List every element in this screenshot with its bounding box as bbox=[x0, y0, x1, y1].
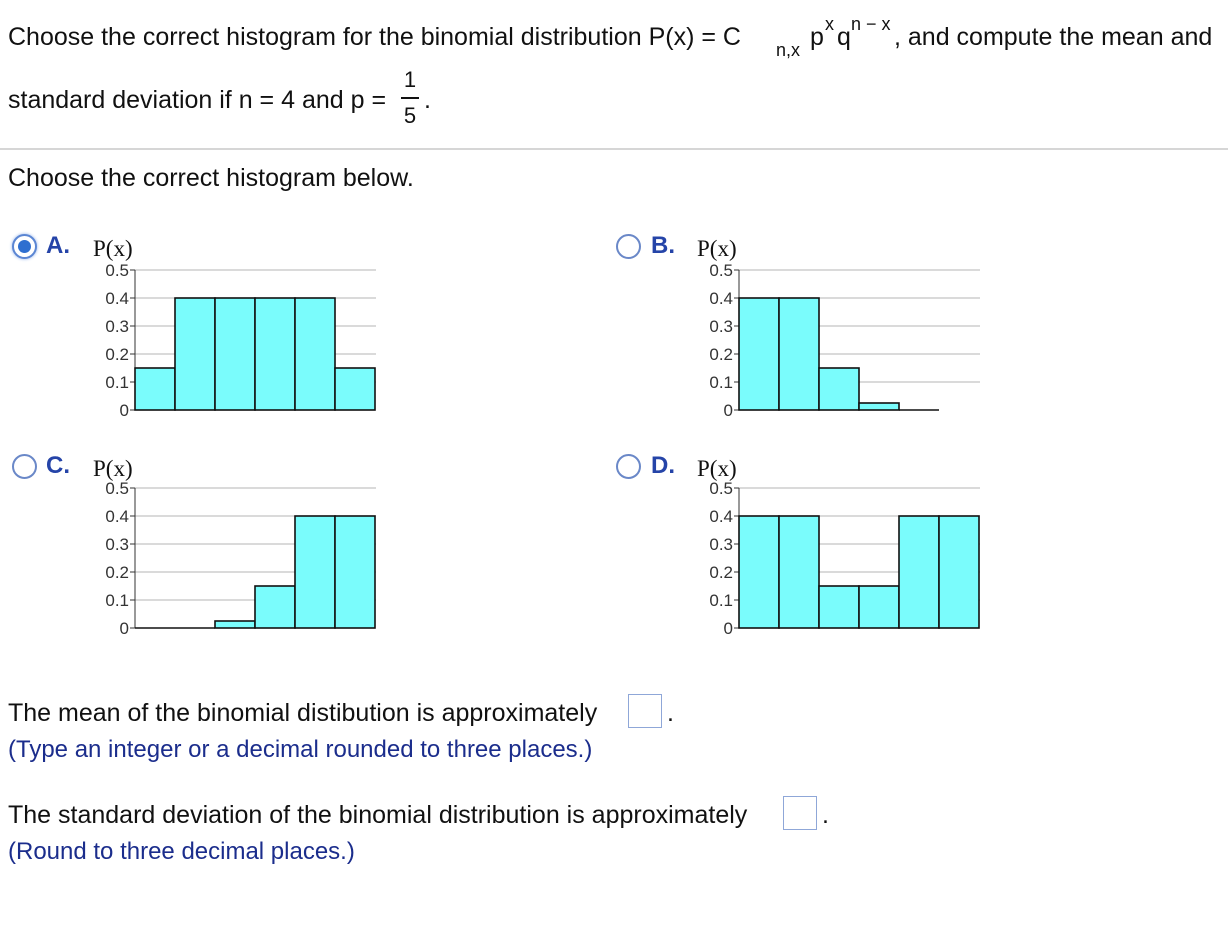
sd-period: . bbox=[822, 801, 829, 829]
histogram-bar bbox=[819, 368, 859, 410]
histogram-bar bbox=[335, 516, 375, 628]
subscript-nx: n,x bbox=[776, 40, 801, 60]
section-divider bbox=[0, 148, 1228, 150]
tick-label: 0.1 bbox=[709, 591, 733, 610]
tick-label: 0.5 bbox=[709, 261, 733, 280]
histogram-bar bbox=[819, 586, 859, 628]
p-symbol: p bbox=[810, 23, 824, 51]
option-d-radio[interactable] bbox=[616, 454, 641, 479]
tick-label: 0 bbox=[723, 619, 733, 636]
tick-label: 0.1 bbox=[105, 373, 129, 392]
q-symbol: q bbox=[837, 23, 851, 51]
tick-label: 0 bbox=[119, 401, 129, 418]
tick-label: 0.4 bbox=[105, 289, 129, 308]
sd-input[interactable] bbox=[783, 796, 817, 830]
tick-label: 0.1 bbox=[105, 591, 129, 610]
histogram-bar bbox=[739, 298, 779, 410]
tick-label: 0.3 bbox=[105, 317, 129, 336]
tick-label: 0.4 bbox=[105, 507, 129, 526]
mean-input[interactable] bbox=[628, 694, 662, 728]
histogram-d bbox=[664, 476, 984, 636]
superscript-x: x bbox=[825, 14, 834, 34]
question-intro: Choose the correct histogram for the binomial distribution P(x) = C bbox=[8, 23, 741, 51]
tick-label: 0.3 bbox=[709, 535, 733, 554]
tick-label: 0.5 bbox=[709, 479, 733, 498]
tick-label: 0.2 bbox=[709, 563, 733, 582]
sd-hint: (Round to three decimal places.) bbox=[8, 838, 355, 865]
histogram-bar bbox=[739, 516, 779, 628]
option-d-ylabel: P(x) bbox=[697, 456, 737, 481]
option-d-letter: D. bbox=[651, 452, 675, 479]
histogram-bar bbox=[939, 516, 979, 628]
tick-label: 0.3 bbox=[709, 317, 733, 336]
histogram-b bbox=[664, 258, 984, 418]
question-line-1 bbox=[8, 23, 741, 52]
histogram-bar bbox=[779, 298, 819, 410]
instruction: Choose the correct histogram below. bbox=[8, 164, 414, 192]
tick-label: 0.2 bbox=[105, 563, 129, 582]
histogram-a bbox=[60, 258, 380, 418]
fraction-bar bbox=[401, 97, 419, 99]
question-line-2 bbox=[8, 86, 386, 115]
option-b-letter: B. bbox=[651, 232, 675, 259]
tick-label: 0.5 bbox=[105, 261, 129, 280]
superscript-n-minus-x: n − x bbox=[851, 14, 891, 34]
tick-label: 0.2 bbox=[105, 345, 129, 364]
sd-prompt: The standard deviation of the binomial distribution is approximately bbox=[8, 801, 748, 829]
histogram-bar bbox=[899, 516, 939, 628]
option-b-radio[interactable] bbox=[616, 234, 641, 259]
mean-prompt: The mean of the binomial distibution is approximately bbox=[8, 699, 598, 727]
histogram-bar bbox=[175, 298, 215, 410]
histogram-bar bbox=[255, 298, 295, 410]
question-period: . bbox=[424, 86, 431, 114]
histogram-bar bbox=[335, 368, 375, 410]
histogram-bar bbox=[215, 298, 255, 410]
histogram-bar bbox=[779, 516, 819, 628]
tick-label: 0.4 bbox=[709, 507, 733, 526]
tick-label: 0.3 bbox=[105, 535, 129, 554]
histogram-bar bbox=[295, 516, 335, 628]
tick-label: 0.4 bbox=[709, 289, 733, 308]
histogram-bar bbox=[859, 403, 899, 410]
tick-label: 0 bbox=[119, 619, 129, 636]
histogram-bar bbox=[255, 586, 295, 628]
fraction-denominator: 5 bbox=[403, 103, 417, 128]
option-a-ylabel: P(x) bbox=[93, 236, 133, 261]
histogram-bar bbox=[215, 621, 255, 628]
tick-label: 0.2 bbox=[709, 345, 733, 364]
mean-period: . bbox=[667, 699, 674, 727]
histogram-bar bbox=[135, 368, 175, 410]
option-c-radio[interactable] bbox=[12, 454, 37, 479]
option-a-radio[interactable] bbox=[12, 234, 37, 259]
histogram-bar bbox=[859, 586, 899, 628]
tick-label: 0.1 bbox=[709, 373, 733, 392]
option-c-letter: C. bbox=[46, 452, 70, 479]
question-line-2-text: standard deviation if n = 4 and p = bbox=[8, 86, 387, 114]
tick-label: 0 bbox=[723, 401, 733, 418]
histogram-c bbox=[60, 476, 380, 636]
mean-hint: (Type an integer or a decimal rounded to three places.) bbox=[8, 736, 593, 763]
histogram-bar bbox=[295, 298, 335, 410]
tick-label: 0.5 bbox=[105, 479, 129, 498]
option-a-letter: A. bbox=[46, 232, 70, 259]
option-b-ylabel: P(x) bbox=[697, 236, 737, 261]
option-c-ylabel: P(x) bbox=[93, 456, 133, 481]
question-tail: , and compute the mean and bbox=[894, 23, 1213, 51]
fraction-numerator: 1 bbox=[403, 67, 417, 92]
